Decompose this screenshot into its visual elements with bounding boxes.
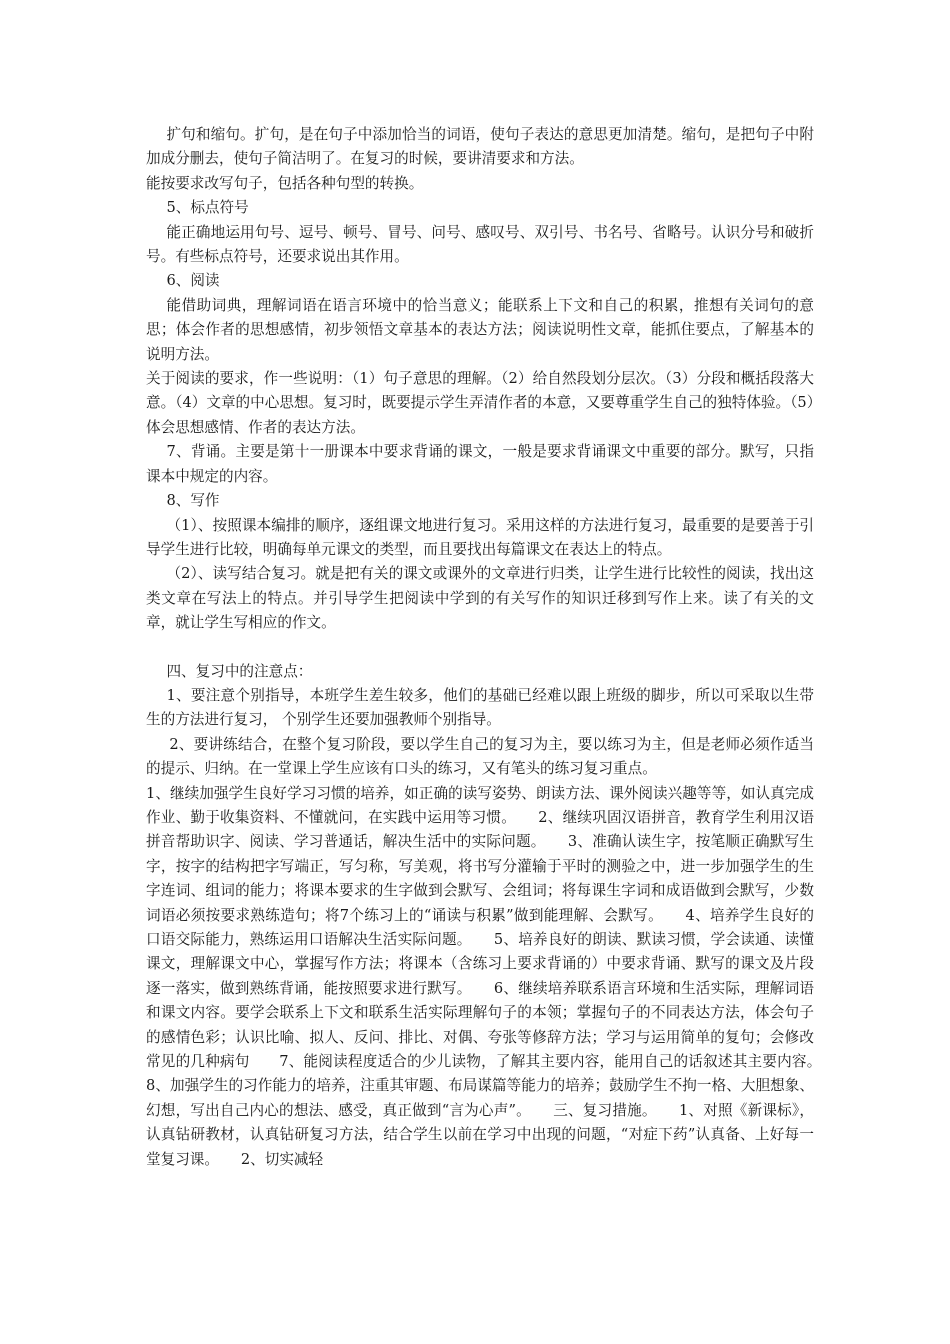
paragraph-note-1: 1、要注意个别指导，本班学生差生较多，他们的基础已经难以跟上班级的脚步，所以可采取以生带生的方法进行复习， 个别学生还要加强教师个别指导。	[146, 686, 814, 729]
paragraph-recite: 7、背诵。主要是第十一册课本中要求背诵的课文，一般是要求背诵课文中重要的部分。默写，只指课本中规定的内容。	[146, 443, 814, 485]
paragraph-note-2: 2、要讲练结合，在整个复习阶段，要以学生自己的复习为主，要以练习为主，但是老师必须作适当的提示、归纳。在一堂课上学生应该有口头的练习，又有笔头的练习复习重点。	[146, 735, 814, 778]
heading-reading: 6、阅读	[166, 272, 220, 290]
heading-punctuation: 5、标点符号	[166, 199, 249, 217]
blank-line	[146, 636, 814, 660]
paragraph-rewrite: 能按要求改写句子，包括各种句型的转换。	[146, 174, 424, 192]
paragraph-review-focus: 1、继续加强学生良好学习习惯的培养，如正确的读写姿势、朗读方法、课外阅读兴趣等等，如认真完成作业、勤于收集资料、不懂就问，在实践中运用等习惯。 2、继续巩固汉语拼音，教育学生利用汉语拼音帮助识字、阅读、学习普通话，解决生活中的实际问题。 3、准确认读生字，按笔顺正确默写生字，按字的结构把字写端正，写匀称，写美观，将书写分灌输于平时的测验之中，进一步加强学生的生字连词、组词的能力；将课本要求的生字做到会默写、会组词；将每课生字词和成语做到会默写，少数词语必须按要求熟练造句；将7个练习上的“诵读与积累”做到能理解、会默写。 4、培养学生良好的口语交际能力，熟练运用口语解决生活实际问题。 5、培养良好的朗读、默读习惯，学会读通、读懂课文，理解课文中心，掌握写作方法；将课本（含练习上要求背诵的）中要求背诵、默写的课文及片段逐一落实，做到熟练背诵，能按照要求进行默写。 6、继续培养联系语言环境和生活实际，理解词语和课文内容。要学会联系上下文和联系生活实际理解句子的本领；掌握句子的不同表达方法，体会句子的感情色彩；认识比喻、拟人、反问、排比、对偶、夸张等修辞方法；学习与运用简单的复句；会修改常见的几种病句 7、能阅读程度适合的少儿读物，了解其主要内容，能用自己的话叙述其主要内容。 8、加强学生的习作能力的培养，注重其审题、布局谋篇等能力的培养；鼓励学生不拘一格、大胆想象、幻想，写出自己内心的想法、感受，真正做到“言为心声”。 三、复习措施。 1、对照《新课标》，认真钻研教材，认真钻研复习方法，结合学生以前在学习中出现的问题，“对症下药”认真备、上好每一堂复习课。 2、切实减轻	[146, 784, 844, 1168]
paragraph-expand-shrink: 扩句和缩句。扩句，是在句子中添加恰当的词语，使句子表达的意思更加清楚。缩句，是把句子中附加成分删去，使句子简洁明了。在复习的时候，要讲清要求和方法。	[146, 126, 814, 168]
paragraph-writing-2: （2）、读写结合复习。就是把有关的课文或课外的文章进行归类，让学生进行比较性的阅读，找出这类文章在写法上的特点。并引导学生把阅读中学到的有关写作的知识迁移到写作上来。读了有关的文章，就让学生写相应的作文。	[146, 565, 814, 632]
heading-notes: 四、复习中的注意点：	[166, 662, 313, 680]
paragraph-punctuation: 能正确地运用句号、逗号、顿号、冒号、问号、感叹号、双引号、书名号、省略号。认识分号和破折号。有些标点符号，还要求说出其作用。	[146, 223, 814, 266]
paragraph-writing-1: （1）、按照课本编排的顺序，逐组课文地进行复习。采用这样的方法进行复习，最重要的是要善于引导学生进行比较，明确每单元课文的类型，而且要找出每篇课文在表达上的特点。	[146, 516, 814, 558]
paragraph-reading-requirements: 关于阅读的要求，作一些说明：（1）句子意思的理解。（2）给自然段划分层次。（3）分段和概括段落大意。（4）文章的中心思想。复习时，既要提示学生弄清作者的本意，又要尊重学生自己的独特体验。（5）体会思想感情、作者的表达方法。	[146, 370, 814, 436]
paragraph-reading: 能借助词典，理解词语在语言环境中的恰当意义；能联系上下文和自己的积累，推想有关词句的意思；体会作者的思想感情，初步领悟文章基本的表达方法；阅读说明性文章，能抓住要点，了解基本的说明方法。	[146, 296, 814, 363]
heading-writing: 8、写作	[166, 492, 220, 510]
